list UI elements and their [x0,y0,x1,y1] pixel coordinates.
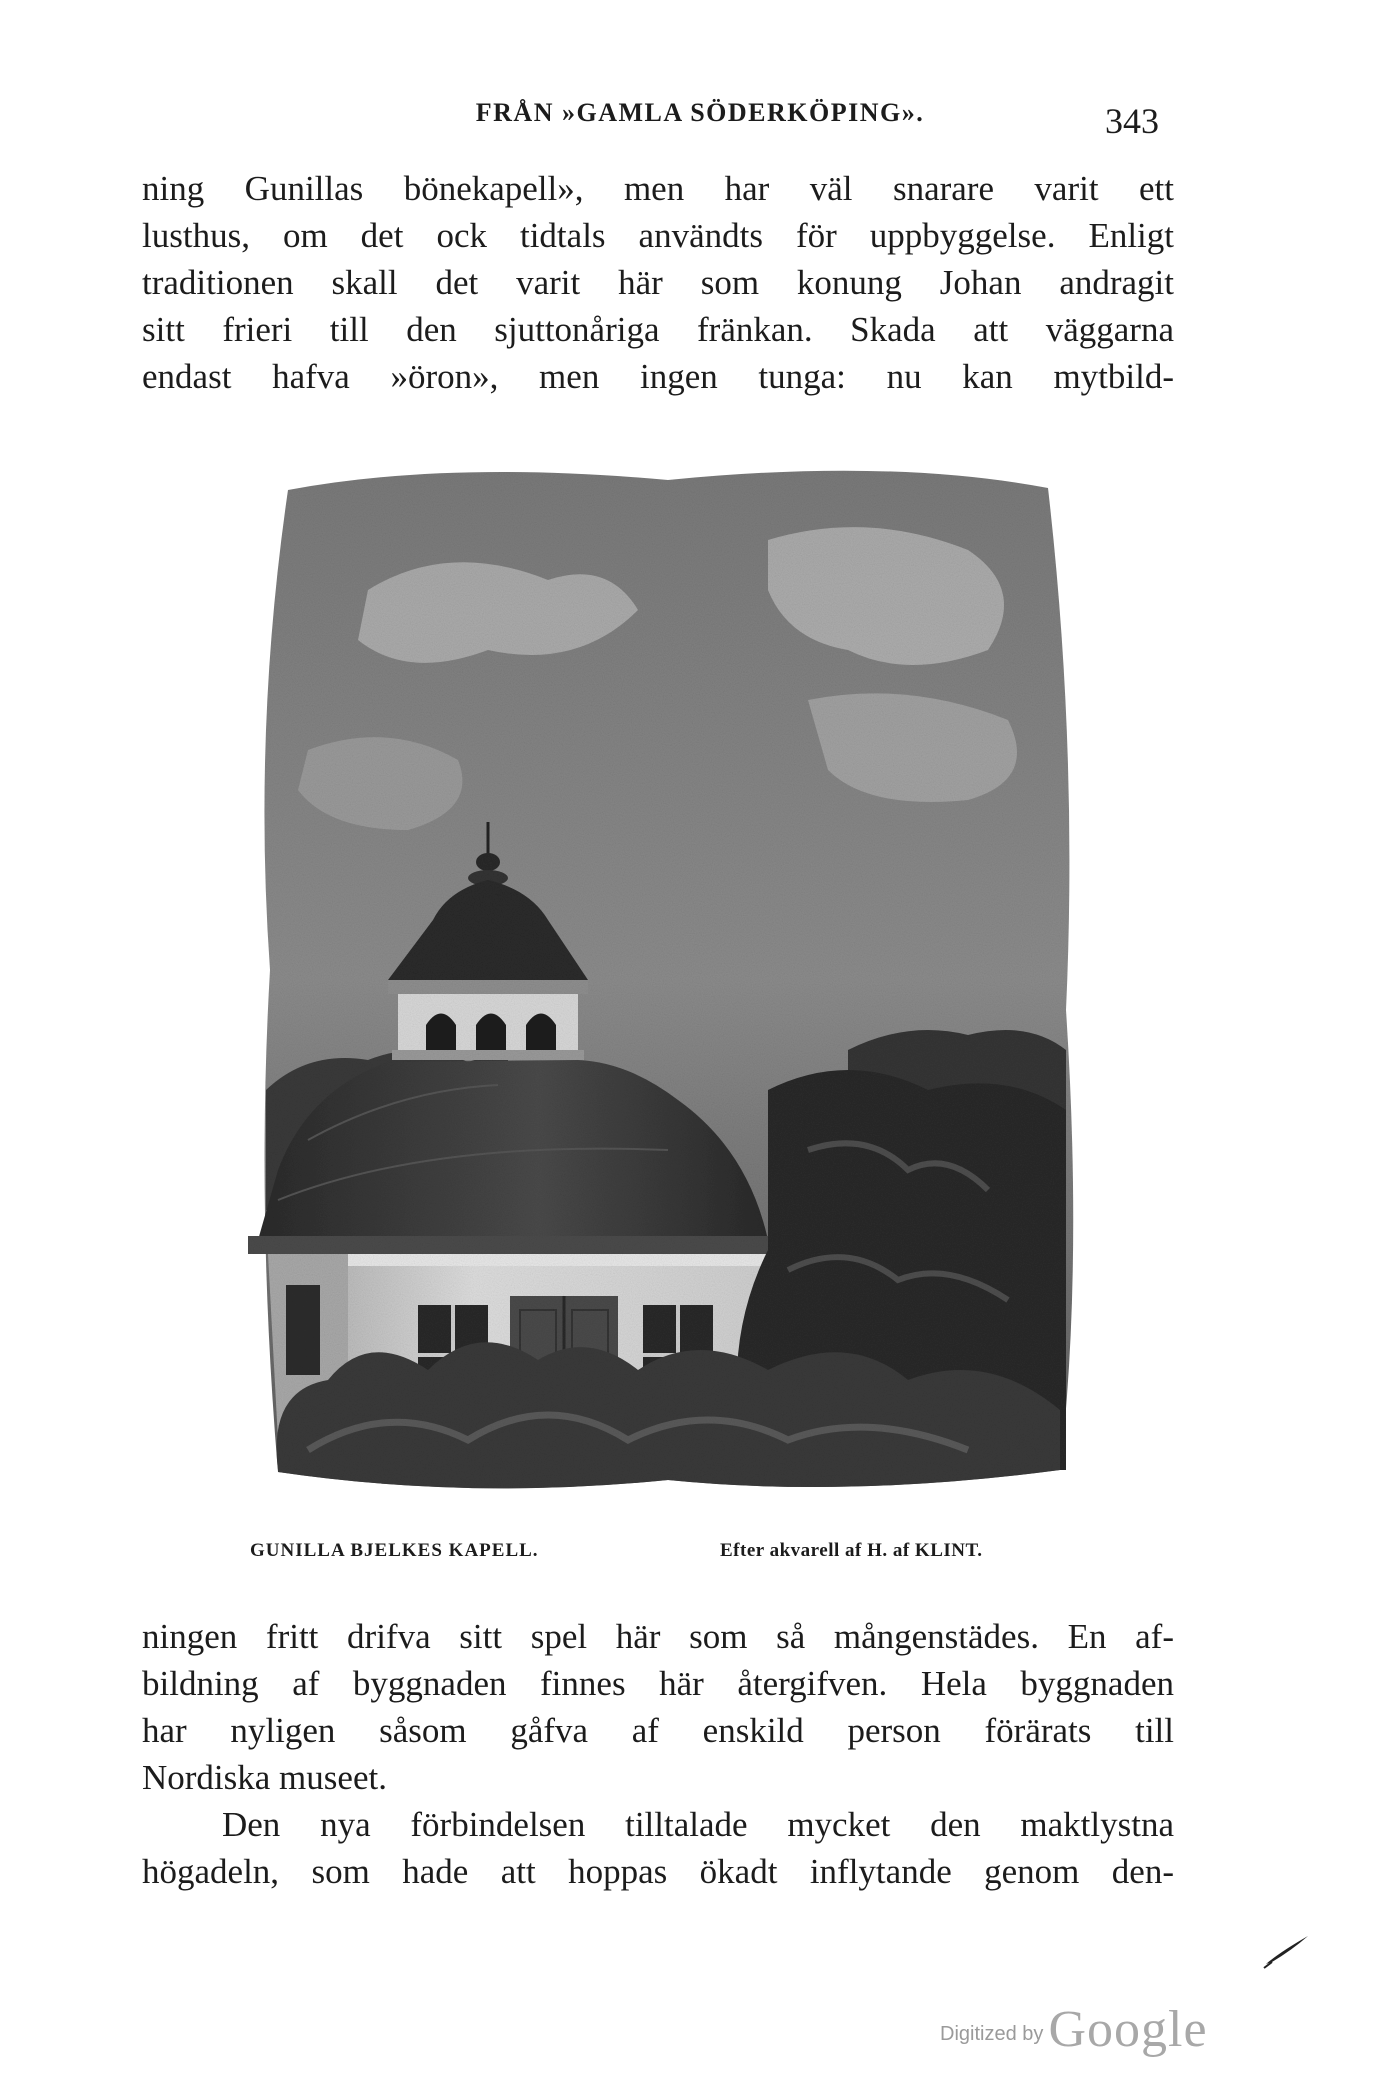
text-line: sitt frieri till den sjuttonåriga fränkan. Skada att väggarna [142,310,1174,349]
text-line: endast hafva »öron», men ingen tunga: nu kan mytbild- [142,357,1174,396]
paragraph-1 [142,165,1174,400]
chapel-drawing [248,450,1088,1505]
chapel-illustration [248,450,1088,1505]
text-line: traditionen skall det varit här som konung Johan andragit [142,263,1174,302]
paragraph-3 [142,1801,1174,1895]
figure-caption: GUNILLA BJELKES KAPELL. [250,1540,539,1561]
watermark-brand: Google [1048,2001,1208,2058]
text-line: ning Gunillas bönekapell», men har väl snarare varit ett [142,169,1174,208]
quill-mark-icon [1262,1930,1312,1970]
text-line: ningen fritt drifva sitt spel här som så mångenstädes. En af- [142,1617,1174,1656]
text-line: Den nya förbindelsen tilltalade mycket den maktlystna [222,1805,1174,1844]
running-head: FRÅN »GAMLA SÖDERKÖPING». [475,98,925,127]
paragraph-2 [142,1613,1174,1801]
text-line: har nyligen såsom gåfva af enskild person förärats till [142,1711,1174,1750]
text-line: Nordiska museet. [142,1758,387,1797]
figure-credit: Efter akvarell af H. af KLINT. [720,1540,983,1561]
text-line: högadeln, som hade att hoppas ökadt inflytande genom den- [142,1852,1174,1891]
watermark-prefix: Digitized by [940,2023,1044,2045]
page-number: 343 [1105,101,1159,141]
text-line: bildning af byggnaden finnes här återgifven. Hela byggnaden [142,1664,1174,1703]
text-line: lusthus, om det ock tidtals användts för uppbyggelse. Enligt [142,216,1174,255]
digitized-watermark [940,2000,1208,2059]
